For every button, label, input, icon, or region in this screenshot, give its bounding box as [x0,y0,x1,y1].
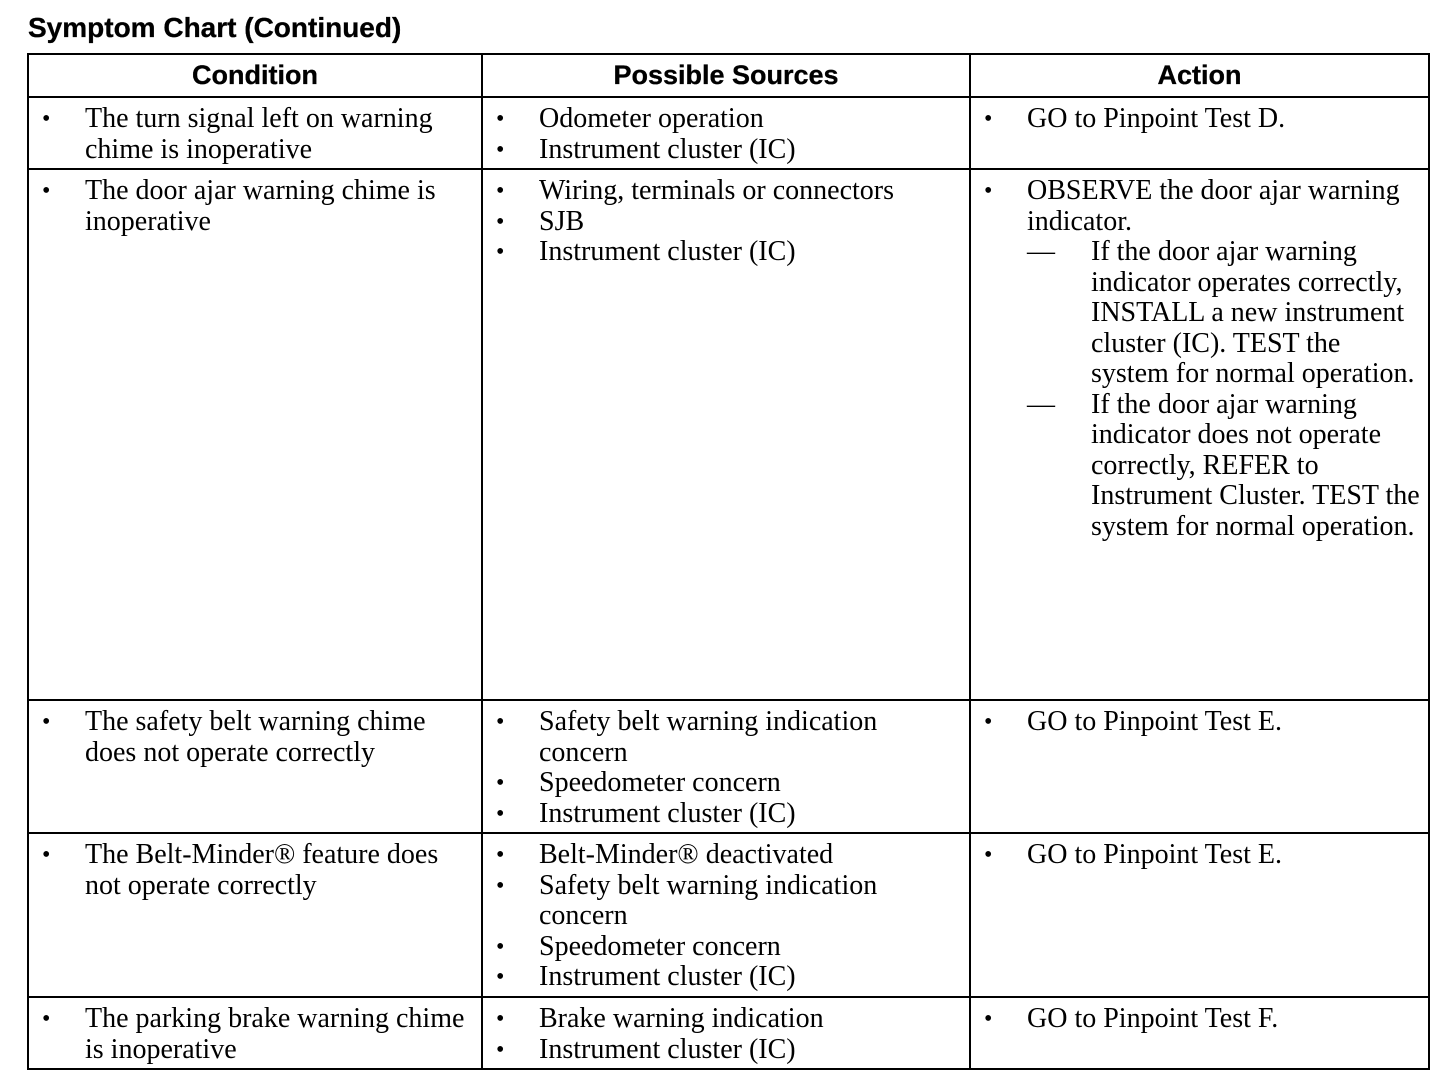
table-row [28,833,1429,997]
sources-cell [482,97,970,169]
list-item [979,176,1420,542]
list-item [491,135,961,166]
action-text: GO to Pinpoint Test D. [1027,103,1286,134]
condition-cell [28,169,482,700]
bullet-icon: • [496,178,505,204]
condition-cell [28,833,482,997]
sources-cell [482,833,970,997]
column-header-condition: Condition [28,54,482,97]
list-item [979,840,1420,871]
header-row [28,54,1429,97]
source-text: Instrument cluster (IC) [539,133,796,165]
condition-cell [28,997,482,1069]
condition-cell [28,97,482,169]
source-text: Brake warning indication [539,1003,824,1034]
bullet-icon: • [984,178,993,204]
column-header-possible-sources: Possible Sources [482,54,970,97]
bullet-icon: • [42,178,51,204]
sub-action-text: If the door ajar warning indicator operates correctly, INSTALL a new instrument cluster (IC). TEST the system for normal operation. [1091,236,1415,389]
source-text: Speedometer concern [539,767,781,798]
list-item [491,237,961,268]
bullet-icon: • [984,709,993,735]
source-text: Safety belt warning indication concern [539,869,878,931]
sources-cell [482,700,970,833]
bullet-icon: • [496,136,505,163]
bullet-icon: • [984,1006,993,1032]
list-item [491,1035,961,1066]
list-item [491,840,961,871]
symptom-chart-table [27,53,1430,1070]
condition-text: The door ajar warning chime is inoperative [85,175,436,237]
condition-text: The safety belt warning chime does not operate correctly [85,706,426,768]
bullet-icon: • [496,106,505,132]
list-item [491,768,961,799]
sources-cell [482,169,970,700]
list-item [491,176,961,207]
source-text: Instrument cluster (IC) [539,236,796,267]
table-row [28,169,1429,700]
bullet-icon: • [42,709,51,735]
source-text: Wiring, terminals or connectors [539,175,894,206]
action-text: GO to Pinpoint Test F. [1027,1003,1279,1034]
sub-action-text: If the door ajar warning indicator does not operate correctly, REFER to Instrument Cluster. TEST the system for normal operation. [1091,388,1420,542]
list-item [491,104,961,135]
sources-cell [482,997,970,1069]
table-row [28,700,1429,833]
list-item [37,104,473,165]
bullet-icon: • [496,872,505,899]
condition-text: The Belt-Minder® feature does not operate correctly [85,839,439,901]
bullet-icon: • [42,842,51,868]
action-text: OBSERVE the door ajar warning indicator. [1027,175,1400,237]
source-text: SJB [539,205,585,237]
source-text: Instrument cluster (IC) [539,961,796,992]
condition-text: The turn signal left on warning chime is inoperative [85,103,433,165]
table-row [28,997,1429,1069]
list-item [37,840,473,901]
list-item [491,962,961,993]
sub-item [1027,237,1420,390]
bullet-icon: • [496,933,505,960]
list-item [491,1004,961,1035]
bullet-icon: • [496,842,505,868]
action-cell [970,700,1429,833]
column-header-action: Action [970,54,1429,97]
bullet-icon: • [496,800,505,827]
source-text: Speedometer concern [539,930,781,962]
list-item [491,932,961,963]
list-item [37,176,473,237]
source-text: Odometer operation [539,103,764,134]
list-item [491,799,961,830]
list-item [979,707,1420,738]
source-text: Instrument cluster (IC) [539,797,796,829]
action-cell [970,997,1429,1069]
list-item [491,207,961,238]
action-cell [970,833,1429,997]
bullet-icon: • [496,770,505,796]
bullet-icon: • [496,709,505,735]
list-item [491,707,961,768]
list-item [491,871,961,932]
dash-icon: — [1027,388,1055,420]
action-cell [970,169,1429,700]
bullet-icon: • [984,106,993,132]
condition-cell [28,700,482,833]
source-text: Belt-Minder® deactivated [539,839,834,870]
condition-text: The parking brake warning chime is inoperative [85,1003,465,1065]
bullet-icon: • [496,964,505,990]
list-item [979,1004,1420,1035]
action-text: GO to Pinpoint Test E. [1027,706,1282,737]
dash-icon: — [1027,236,1055,267]
bullet-icon: • [42,106,51,132]
action-cell [970,97,1429,169]
action-text: GO to Pinpoint Test E. [1027,839,1282,870]
list-item [979,104,1420,135]
list-item [37,707,473,768]
bullet-icon: • [496,1036,505,1063]
bullet-icon: • [984,842,993,868]
source-text: Safety belt warning indication concern [539,706,878,768]
table-row [28,97,1429,169]
list-item [37,1004,473,1065]
source-text: Instrument cluster (IC) [539,1033,796,1065]
bullet-icon: • [496,239,505,265]
bullet-icon: • [42,1006,51,1032]
chart-title: Symptom Chart (Continued) [28,12,402,43]
bullet-icon: • [496,1006,505,1032]
bullet-icon: • [496,208,505,235]
sub-item [1027,390,1420,543]
